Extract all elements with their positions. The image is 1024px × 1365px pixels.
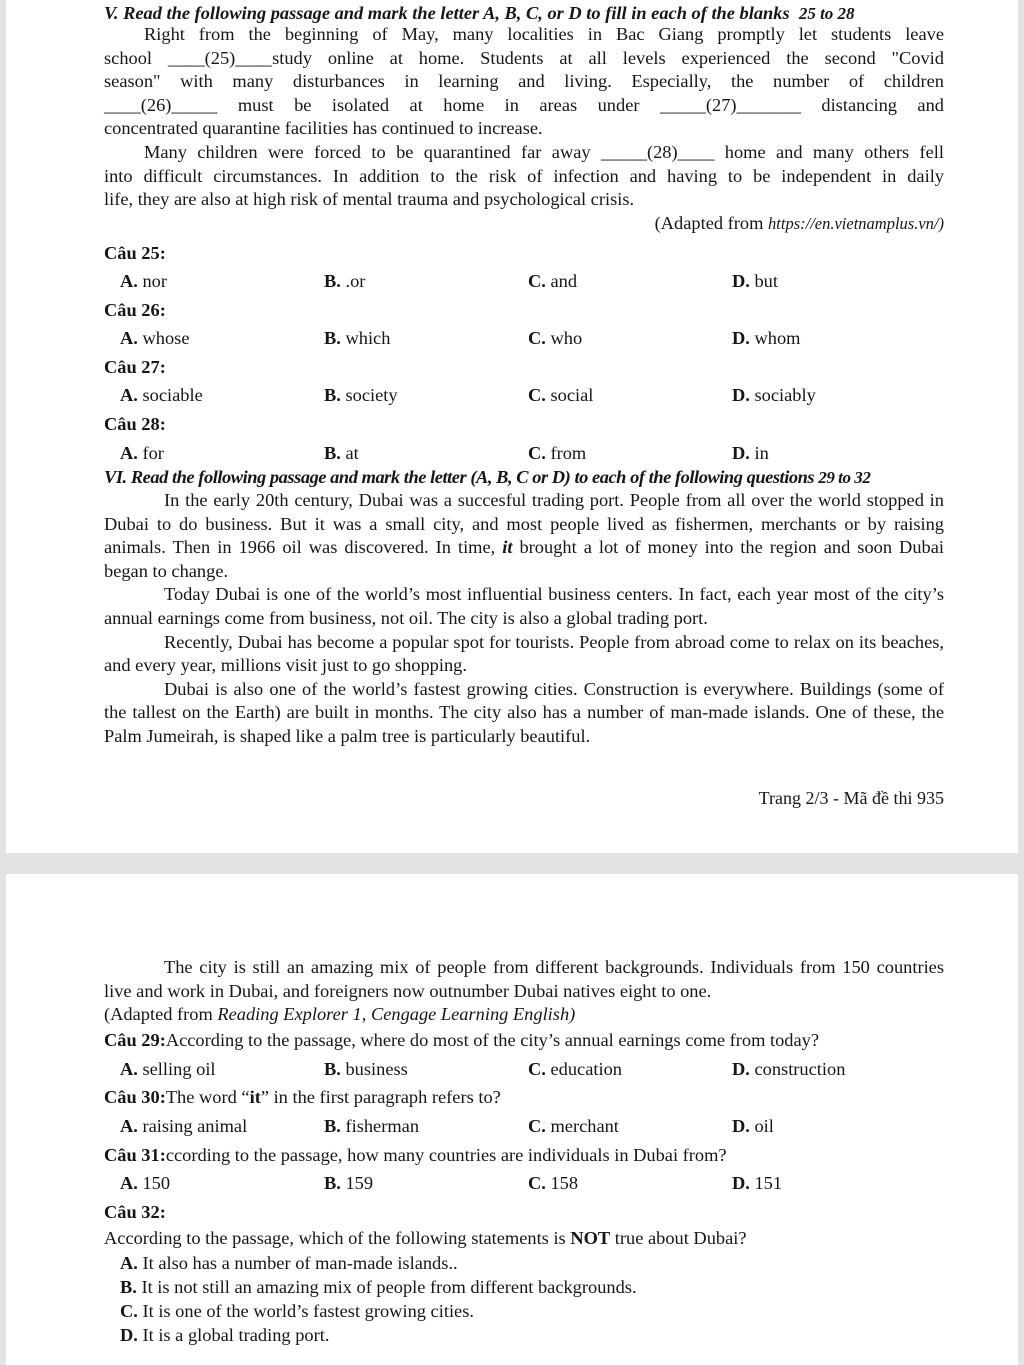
option-c[interactable]: C. who — [528, 328, 583, 349]
questions-25-28 — [104, 239, 944, 468]
option-d[interactable]: D. 151 — [732, 1173, 783, 1194]
option-a[interactable]: A. nor — [120, 271, 168, 292]
option-b[interactable]: B. which — [324, 328, 391, 349]
option-c[interactable]: C. and — [528, 271, 578, 292]
passage-v — [104, 23, 944, 235]
option-b[interactable]: B. .or — [324, 271, 366, 292]
passage-line: concentrated quarantine facilities has continued to increase. — [104, 118, 543, 139]
paragraph-2: Today Dubai is one of the world’s most influential business centers. In fact, each year most of the city’s annual earnings come from business, not oil. The city is also a global trading port. — [104, 584, 944, 628]
question-label: Câu 31: — [104, 1144, 166, 1165]
source-citation: (Adapted from https://en.vietnamplus.vn/) — [654, 212, 944, 233]
option-d[interactable]: D. but — [732, 271, 778, 292]
keyword-it: it — [502, 537, 513, 558]
option-c[interactable]: C. from — [528, 442, 587, 463]
options-row — [104, 268, 944, 297]
question-label: Câu 27: — [104, 356, 166, 377]
paragraph-3: Recently, Dubai has become a popular spot for tourists. People from abroad come to relax on its beaches, and every year, millions visit just to go shopping. — [104, 631, 944, 676]
options-row — [104, 1055, 944, 1084]
option-c[interactable]: C. 158 — [528, 1173, 579, 1194]
option-c[interactable]: C. merchant — [528, 1116, 619, 1137]
source-citation: (Adapted from Reading Explorer 1, Cengage Learning English) — [104, 1004, 576, 1025]
option-d[interactable]: D. whom — [732, 328, 801, 349]
question-label: Câu 29: — [104, 1030, 166, 1051]
question-30: Câu 30: The word “ it ” in the first paragraph refers to? — [104, 1084, 944, 1113]
paragraph-1: In the early 20th century, Dubai was a succesful trading port. People from all over the world stopped in Dubai to do business. But it was a small city, and most people lived as fishermen, merchants or by raising animals. Then in 1966 oil was discovered. In time, it brought a lot of money into the region and soon Dubai began to change. — [104, 490, 944, 581]
option-b[interactable]: B. It is not still an amazing mix of people from different backgrounds. — [120, 1276, 637, 1297]
option-d[interactable]: D. sociably — [732, 385, 816, 406]
passage-line: season" with many disturbances in learning and living. Especially, the number of children — [104, 71, 944, 92]
question-label: Câu 30: — [104, 1087, 166, 1108]
option-a[interactable]: A. sociable — [120, 385, 203, 406]
passage-line: ____(26)_____ must be isolated at home in areas under _____(27)_______ distancing and — [104, 94, 944, 115]
question-31: Câu 31: ccording to the passage, how many countries are individuals in Dubai from? — [104, 1141, 944, 1170]
passage-line: life, they are also at high risk of mental trauma and psychological crisis. — [104, 189, 635, 210]
passage-line: school ____(25)____study online at home. Students at all levels experienced the second "Covid — [104, 47, 944, 68]
option-d[interactable]: D. in — [732, 442, 769, 463]
question-label: Câu 26: — [104, 299, 166, 320]
option-a[interactable]: A. 150 — [120, 1173, 171, 1194]
option-c[interactable]: C. social — [528, 385, 594, 406]
options-row — [104, 1113, 944, 1142]
option-a[interactable]: A. It also has a number of man-made islands.. — [120, 1252, 458, 1273]
question-label: Câu 28: — [104, 414, 166, 435]
option-a[interactable]: A. selling oil — [120, 1058, 216, 1079]
exam-page-2 — [6, 874, 1018, 1365]
passage-line: into difficult circumstances. In addition to the risk of infection and having to be independent in daily — [104, 165, 944, 186]
page-separator — [0, 853, 1024, 874]
option-d[interactable]: D. construction — [732, 1058, 846, 1079]
option-d[interactable]: D. It is a global trading port. — [120, 1324, 330, 1345]
question-32-stem: According to the passage, which of the following statements is NOT true about Dubai? — [104, 1227, 747, 1248]
section-vi-heading: VI. Read the following passage and mark the letter (A, B, C or D) to each of the following questions 29 to 32 — [104, 467, 871, 487]
option-b[interactable]: B. 159 — [324, 1173, 374, 1194]
page-2-content — [104, 956, 944, 1347]
passage-line: Many children were forced to be quarantined far away _____(28)____ home and many others fell — [144, 141, 944, 162]
option-b[interactable]: B. society — [324, 385, 398, 406]
options-row — [104, 325, 944, 354]
paragraph-4: Dubai is also one of the world’s fastest growing cities. Construction is everywhere. Buildings (some of the tallest on the Earth) are built in months. The city also has a number of man-made islands. One of these, the Palm Jumeirah, is shaped like a palm tree is particularly beautiful. — [104, 678, 944, 746]
passage-line: Right from the beginning of May, many localities in Bac Giang promptly let students leave — [144, 24, 944, 44]
option-a[interactable]: A. whose — [120, 328, 190, 349]
section-v-heading: V. Read the following passage and mark the letter A, B, C, or D to fill in each of the blanks 25 to 28 — [104, 3, 855, 23]
paragraph-5: The city is still an amazing mix of people from different backgrounds. Individuals from 150 countries live and work in Dubai, and foreigners now outnumber Dubai natives eight to one. — [104, 957, 944, 1001]
question-29: Câu 29: According to the passage, where do most of the city’s annual earnings come from today? — [104, 1027, 944, 1056]
passage-vi — [104, 489, 944, 749]
page-footer: Trang 2/3 - Mã đề thi 935 — [758, 788, 944, 808]
option-b[interactable]: B. business — [324, 1058, 408, 1079]
options-row — [104, 439, 944, 468]
option-c[interactable]: C. It is one of the world’s fastest growing cities. — [120, 1300, 474, 1321]
option-d[interactable]: D. oil — [732, 1116, 774, 1137]
question-label: Câu 32: — [104, 1201, 166, 1222]
question-label: Câu 25: — [104, 242, 166, 263]
options-row — [104, 382, 944, 411]
options-row — [104, 1170, 944, 1199]
exam-page-1 — [6, 0, 1018, 853]
option-a[interactable]: A. for — [120, 442, 164, 463]
option-a[interactable]: A. raising animal — [120, 1116, 248, 1137]
option-c[interactable]: C. education — [528, 1058, 622, 1079]
option-b[interactable]: B. at — [324, 442, 359, 463]
option-b[interactable]: B. fisherman — [324, 1116, 420, 1137]
